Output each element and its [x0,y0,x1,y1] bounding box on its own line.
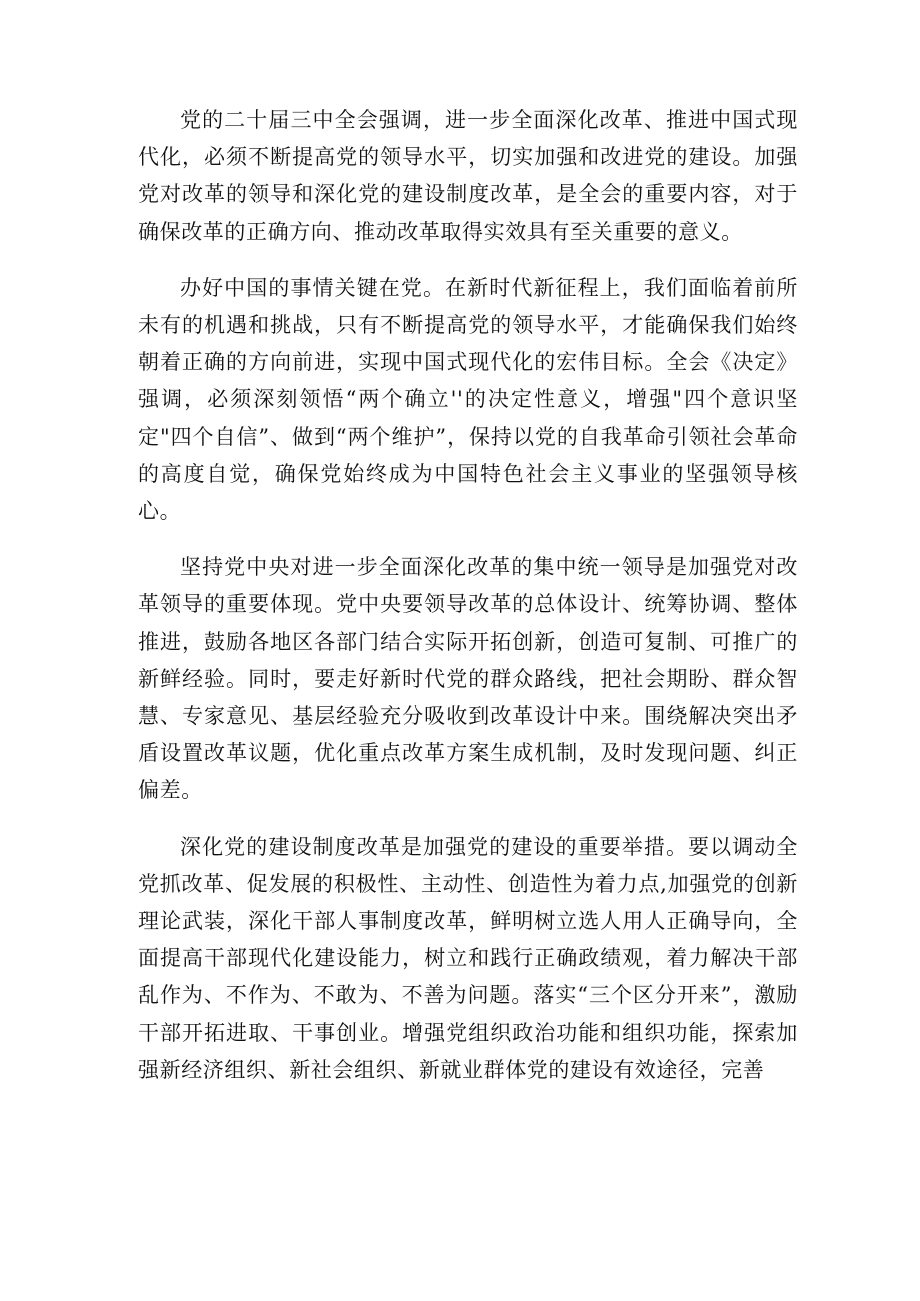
paragraph-4: 深化党的建设制度改革是加强党的建设的重要举措。要以调动全党抓改革、促发展的积极性、主动性、创造性为着力点,加强党的创新理论武装，深化干部人事制度改革，鲜明树立选人用人正确导向，全面提高干部现代化建设能力，树立和践行正确政绩观，着力解决干部乱作为、不作为、不敢为、不善为问题。落实“三个区分开来”，激励干部开拓进取、干事创业。增强党组织政治功能和组织功能，探索加强新经济组织、新社会组织、新就业群体党的建设有效途径，完善 [138,834,798,1082]
paragraph-1: 党的二十届三中全会强调，进一步全面深化改革、推进中国式现代化，必须不断提高党的领导水平，切实加强和改进党的建设。加强党对改革的领导和深化党的建设制度改革，是全会的重要内容，对于确保改革的正确方向、推动改革取得实效具有至关重要的意义。 [138,108,798,244]
paragraph-2: 办好中国的事情关键在党。在新时代新征程上，我们面临着前所未有的机遇和挑战，只有不断提高党的领导水平，才能确保我们始终朝着正确的方向前进，实现中国式现代化的宏伟目标。全会《决定》强调，必须深刻领悟“两个确立''的决定性意义，增强"四个意识坚定"四个自信”、做到“两个维护”，保持以党的自我革命引领社会革命的高度自觉，确保党始终成为中国特色社会主义事业的坚强领导核心。 [138,275,798,524]
paragraph-3: 坚持党中央对进一步全面深化改革的集中统一领导是加强党对改革领导的重要体现。党中央要领导改革的总体设计、统筹协调、整体推进，鼓励各地区各部门结合实际开拓创新，创造可复制、可推广的新鲜经验。同时，要走好新时代党的群众路线，把社会期盼、群众智慧、专家意见、基层经验充分吸收到改革设计中来。围绕解决突出矛盾设置改革议题，优化重点改革方案生成机制，及时发现问题、纠正偏差。 [138,555,798,803]
document-body [138,102,798,1108]
